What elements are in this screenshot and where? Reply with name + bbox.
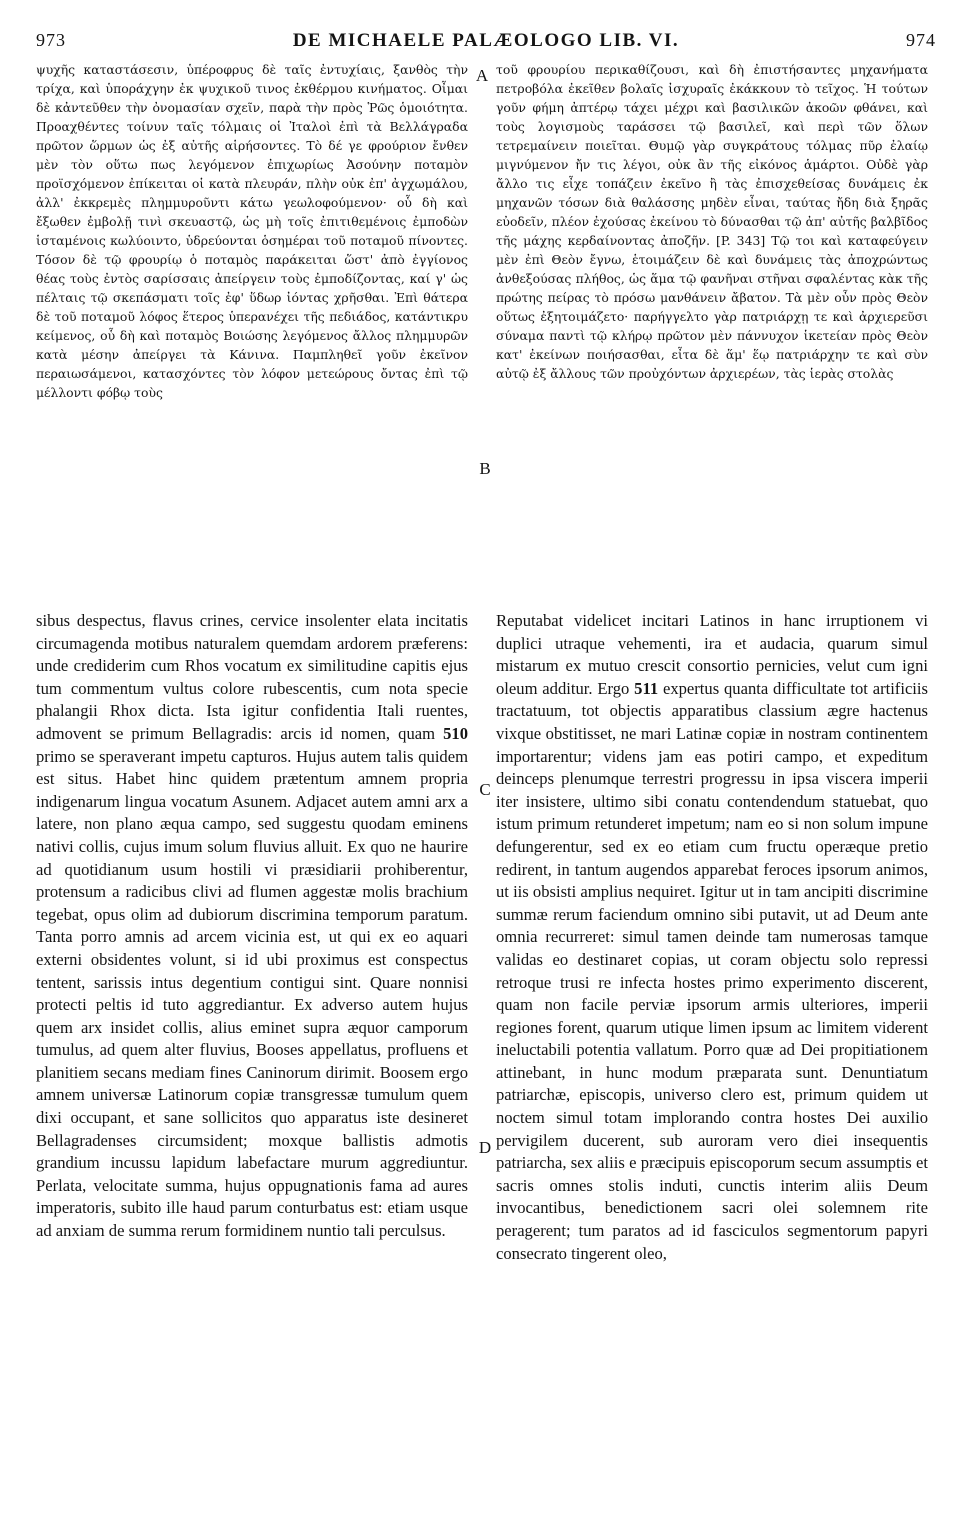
page-number-left: 973 — [36, 30, 66, 50]
latin-paragraph-left — [36, 610, 468, 1243]
running-title: DE MICHAELE PALÆOLOGO LIB. VI. — [292, 30, 680, 51]
latin-text-right-part2: expertus quanta difficultate tot artificiis tractatuum, tot objectis apparatibus classium ægre hactenus vixque obstitisset, ne mari Latinæ copiæ in nostram continentem importarentur; videns jam eas potiri campo, et expeditum deinceps plenumque terrestri progressu in ipsa viscera imperii iter insistere, ultimo sibi conatu contendendum statuebat, quo istum primum retunderet impetum; nam eo si non solum impune defungerentur, sed ex eo etiam cum fructu operæque pretio redirent, in tantum augendos apparebat feroces ipsorum animos, ut iis obsisti amplius nequiret. Igitur ut in tam ancipiti discrimine summæ rerum faciendum omnino sibi putavit, ut ad Deum ante omnia recurreret: simul tamen deinde tam numerosas tamque validas eo destinaret copias, ut coram objectu solo repressi retroque trusi re infecta hostes primo experimento discerent, quam non facile perviæ ipsorum armis ulteriores, imperii regiones forent, quarum utique limen ipsum ac limitem viderent ineluctabili potentia vallatum. Porro quæ ad Dei propitiationem attinebant, in hunc modum præparata sunt. Denuntiatum patriarchæ, episcopis, universo clero est, primum quidem ut noctem simul totam implorando contra hostes Dei auxilio pervigilem ducerent, sub auroram vero diei insequentis patriarcha, sex aliis e præcipuis episcoporum secum assumptis et sacris omnes stolis induti, cunctis interim aliis Deum invocantibus, benedictionem sacri olei solemnem rite peragerent; tum paratos ad id fasciculos segmentorum papyri consecrato tingerent oleo, — [496, 678, 928, 1263]
latin-text-right-part1: Reputabat videlicet incitari Latinos in hanc irruptionem vi duplici utraque vehementi, ira et audacia, quarum simul mistarum ex mutuo crescit consortio pernicies, velut cum igni oleum additur. Ergo — [496, 611, 928, 698]
greek-text-right: τοῦ φρουρίου περικαθίζουσι, καὶ δὴ ἐπιστήσαντες μηχανήματα πετροβόλα ἐκεῖθεν βολαῖς ἰσχυραῖς ἐκάκκουν τὸ τεῖχος. Ἡ τούτων γοῦν φήμη ἀπτέρῳ τάχει μέχρι καὶ βασιλικῶν ἀκοῶν φθάνει, καὶ τοὺς λογισμοὺς ταράσσει τῷ βασιλεῖ, καὶ περὶ τῶν ὅλων τετρεμαίνειν ποιεῖται. Θυμῷ γὰρ συγκράτους τόλμας πῦρ ἐλαίῳ μιγνύμενον ἤν τις λέγοι, οὐκ ἂν τῆς εἰκόνος ἁμάρτοι. Οὐδὲ γὰρ ἄλλο τις εἶχε τοπάζειν ἐκεῖνο ἢ τὰς ἐπισχεθείσας δυνάμεις ἐκ μηχανῶν τόσων διὰ θαλάσσης μηδὲν εἶναι, ταύτας ἤδη διὰ ξηρᾶς εὐοδεῖν, πλέον ἐχούσας ἐκείνου τὸ δύνασθαι τῷ ἀπ' αὐτῆς βαλβῖδος τῆς μάχης κερδαίνοντας ἀποζῆν. [P. 343] Τῷ τοι καὶ καταφεύγειν μὲν ἐπὶ Θεὸν ἔγνω, ἑτοιμάζειν δὲ καὶ δυνάμεις τὰς ἀποχρώντως ἀνθεξούσας πλήθος, ὡς ἅμα τῷ φανῆναι στῆναι σφαλέντας κὰκ τῆς πρώτης πείρας τὸ πρόσω μανθάνειν ἄβατον. Τὰ μὲν οὖν πρὸς Θεὸν οὕτως ἐξητοιμάζετο· παρήγγελτο γὰρ πατριάρχῃ τε καὶ ἀρχιερεῦσι σύναμα παντὶ τῷ κλήρῳ πρῶτον μὲν πάννυχον ἱκετείαν πρὸς Θεὸν κατ' ἐκείνων ποιήσασθαι, εἶτα δὲ ἅμ' ἕῳ πατριάρχην τε καὶ σὺν αὐτῷ ἐξ ἄλλους τῶν προὐχόντων ἀρχιερέων, τὰς ἱερὰς στολὰς — [496, 62, 928, 381]
section-marker-b: B — [479, 459, 491, 478]
running-header — [36, 30, 936, 54]
latin-text-left-part2: primo se speraverant impetu capturos. Hujus autem talis quidem est situs. Habet hinc quidem prætentum amnem propria indigenarum lingua vocatum Asunem. Adjacet autem amni arx a latere, non plano æqua campo, sed suggestu quodam eminens nativi collis, cujus imum solum fluvius alluit. Ex quo ne haurire ad quotidianum usum hostili vi præsidiarii prohiberentur, protensum a radicibus clivi ad flumen aggestæ molis brachium tegebat, opus olim ad dubiorum discrimina temporum paratum. Tanta porro amnis ad arcem vicinia est, ut qui ex eo aquari externi obsidentes volunt, si id ubi proximus est conspectus tentent, sarissis intus degentium contigui sint. Quare nonnisi protecti peltis id tuto aggrediantur. Ex adverso autem hujus quem arx insidet collis, alius eminet supra æquor camporum tumulus, ad quem alter fluvius, Booses appellatus, profluens et planitiem secans mediam fines Caninorum dirimit. Boosem ergo amnem universæ Latinorum copiæ transgressæ tumulum quem dixi occupant, et sane sollicitos quo apparatus iste desineret Bellagradenses circumsident; moxque ballistis admotis grandium incussu lapidum labefactare murum aggrediuntur. Perlata, velocitate summa, hujus oppugnationis fama ad aures imperatoris, subito ille haud parum conturbatus est: etiam usque ad anxiam de summa rerum formidinem nuntio tali perculsus. — [36, 746, 468, 1241]
greek-column-left — [36, 60, 468, 580]
page-number-right: 974 — [906, 30, 936, 50]
latin-paragraph-right — [496, 610, 928, 1265]
marginal-number-511: 511 — [634, 678, 659, 698]
latin-text-left-part1: sibus despectus, flavus crines, cervice insolenter elata incitatis circumagenda motibus naturalem quemdam ardorem præferens: unde crediderim cum Rhos vocatum ex similitudine capitis ejus tum commentum vultus colore rubescentis, cum nota specie phalangii Rhox dicta. Ista igitur confidentia Itali ruentes, admovent se primum Bellagradis: arcis id nomen, quam — [36, 611, 468, 743]
greek-text-left: ψυχῆς καταστάσεσιν, ὑπέροφρυς δὲ ταῖς ἐντυχίαις, ξανθὸς τὴν τρίχα, καὶ ὑποράχγην ἐκ ψυχικοῦ τινος ἐκθέρμου κινήματος. Οἶμαι δὲ κἀντεῦθεν τὴν ὀνομασίαν σχεῖν, παρὰ τὴν πρὸς Ῥῶς ὁμοιότητα. Προαχθέντες τοίνυν ταῖς τόλμαις οἱ Ἰταλοὶ ἐπὶ τὰ Βελλάγραδα πρῶτον ὥρμων ὡς ἐξ αὐτῆς αἱρήσοντες. Τὸ δέ γε φρούριον ἔνθεν μὲν τὸν οὕτω πως λεγόμενον ἐπιχωρίως Ἀσούνην ποταμὸν προϊσχόμενον ἐπίκειται οἱ κατὰ πλευράν, πλὴν οὐκ ἐπ' ἀγχωμάλου, ἀλλ' ἐκκρεμὲς πλημμυροῦντι κάτω γεωλοφούμενον· οὗ δὴ καὶ ἔξωθεν ἐμβολῇ τινὶ σκευαστῷ, ὡς μὴ τοῖς ἐπιτιθεμένοις ἐμποδὼν ἱσταμένοις κωλύοιντο, ὑδρεύονται ὁσημέραι τοῦ ποταμοῦ πίνοντες. Τόσον δὲ τῷ φρουρίῳ ὁ ποταμὸς παράκειται ὥστ' ἀπὸ ἐγγίονος θέας τοὺς ἐντὸς σαρίσσαις ἀπείργειν τοὺς ἐμποδίζοντας, καί γ' ὡς πέλταις τῷ σκεπάσματι τοῖς ἐφ' ὕδωρ ἰόντας χρῆσθαι. Ἐπὶ θάτερα δὲ τοῦ ποταμοῦ λόφος ἕτερος ὑπερανέχει τῆς πεδιάδος, κατάντικρυ κείμενος, οὗ δὴ καὶ ποταμὸς Βοιώσης λεγόμενος ἄλλος πλημμυρῶν κατὰ μέσην ἀπείργει τὰ Κάνινα. Παμπληθεῖ γοῦν ἐκεῖνον περαιωσάμενοι, κατασχόντες τὸν λόφον μετεώρους ὄντας ἐπὶ τῷ μέλλοντι φόβῳ τοὺς — [36, 62, 468, 400]
section-marker-c: C — [479, 780, 491, 799]
section-marker-d: D — [478, 1138, 492, 1157]
section-marker-a: A — [475, 66, 489, 85]
latin-column-right — [496, 610, 928, 1530]
marginal-number-510: 510 — [443, 723, 468, 743]
greek-column-right — [496, 60, 928, 580]
latin-column-left — [36, 610, 468, 1530]
